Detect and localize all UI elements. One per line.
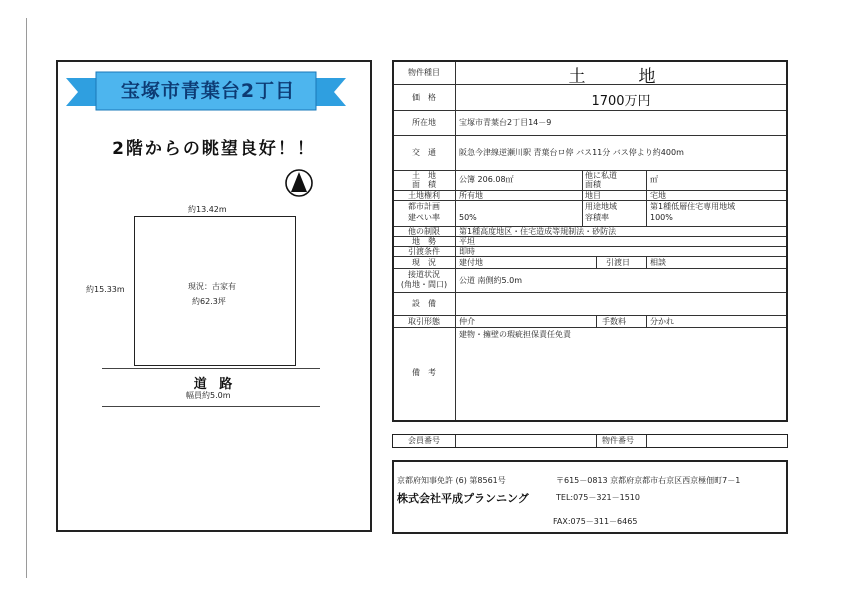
type-value: 土 地 [568, 67, 674, 87]
page-margin-rule [26, 18, 27, 578]
rights-label: 土地権利 [408, 191, 440, 200]
row-divider [394, 292, 786, 293]
current-state-note: 現況：古家有 [188, 282, 236, 291]
row-divider [394, 135, 786, 136]
transport-label: 交 通 [412, 148, 436, 157]
address-value: 宝塚市青葉台2丁目14－9 [459, 118, 552, 127]
road-edge-bottom [102, 406, 320, 407]
transaction-value: 仲介 [459, 317, 475, 326]
lot-depth-dimension: 約15.33m [86, 285, 125, 294]
road-access-value: 公道 南側約5.0m [459, 276, 523, 285]
license-text: 京都府知事免許 (6) 第8561号 [397, 476, 506, 485]
transaction-label: 取引形態 [408, 317, 440, 326]
address-label: 所在地 [412, 118, 436, 127]
reg-divider-1 [455, 435, 456, 447]
lot-width-dimension: 約13.42m [188, 205, 227, 214]
road-label: 道 路 [193, 377, 237, 392]
remarks-value: 建物・擁壁の瑕疵担保責任免責 [459, 330, 571, 339]
mid-column-divider-2 [646, 171, 647, 226]
status-label: 現 況 [412, 258, 436, 267]
company-tel: TEL:075－321－1510 [556, 493, 640, 502]
restrictions-label: 他の制限 [408, 227, 440, 236]
row-divider [394, 315, 786, 316]
terrain-value: 平坦 [459, 237, 475, 246]
property-no-label: 物件番号 [602, 436, 634, 445]
mid-column-divider-1 [582, 171, 583, 226]
zoning-value: 第1種低層住宅専用地域 [650, 202, 736, 211]
lot-area-note: 約62.3坪 [192, 297, 226, 306]
remarks-label: 備 考 [412, 368, 436, 377]
label-column-divider [455, 62, 456, 420]
delivery-date-value: 相談 [650, 258, 666, 267]
row-divider [394, 110, 786, 111]
city-plan-label: 都市計画 [408, 202, 440, 211]
transport-value: 阪急今津線逆瀬川駅 青葉台ロ停 バス11分 バス停より約400m [459, 148, 684, 157]
far-label: 容積率 [585, 213, 609, 222]
banner-title: 宝塚市青葉台2丁目 [120, 80, 296, 102]
facilities-label: 設 備 [412, 299, 436, 308]
row-divider [394, 268, 786, 269]
row-divider [394, 200, 786, 201]
company-name: 株式会社平成プランニング [397, 492, 529, 505]
land-area-label-1: 土 地 [412, 171, 436, 180]
private-road-value: ㎡ [650, 175, 658, 184]
transaction-divider-1 [596, 315, 597, 327]
private-road-label-1: 他に私道 [585, 171, 617, 180]
type-label: 物件種目 [408, 68, 440, 77]
row-divider [394, 256, 786, 257]
chimoku-label: 地目 [585, 191, 601, 200]
chimoku-value: 宅地 [650, 191, 666, 200]
delivery-date-label: 引渡日 [606, 258, 630, 267]
status-divider-1 [596, 256, 597, 268]
delivery-cond-label: 引渡条件 [408, 247, 440, 256]
row-divider [394, 327, 786, 328]
north-arrow-icon [284, 168, 314, 198]
status-divider-2 [646, 256, 647, 268]
company-address: 〒615－0813 京都府京都市右京区西京極佃町7－1 [556, 476, 741, 485]
rights-value: 所有地 [459, 191, 483, 200]
transaction-divider-2 [646, 315, 647, 327]
price-value: 1700万円 [591, 94, 651, 109]
far-value: 100% [650, 213, 673, 222]
coverage-label: 建ぺい率 [408, 213, 440, 222]
coverage-value: 50% [459, 213, 477, 222]
price-label: 価 格 [412, 93, 436, 102]
road-width-note: 幅員約5.0m [186, 391, 231, 400]
restrictions-value: 第1種高度地区・住宅造成等規制法・砂防法 [459, 227, 617, 236]
status-value: 建付地 [459, 258, 483, 267]
private-road-label-2: 面積 [585, 180, 601, 189]
commission-label: 手数料 [602, 317, 626, 326]
company-fax: FAX:075－311－6465 [553, 517, 638, 526]
road-access-label-1: 接道状況 [408, 270, 440, 279]
reg-divider-2 [596, 435, 597, 447]
land-area-label-2: 面 積 [412, 180, 436, 189]
commission-value: 分かれ [650, 317, 674, 326]
catch-copy: 2階からの眺望良好！！ [112, 139, 316, 159]
terrain-label: 地 勢 [412, 237, 436, 246]
land-area-value: 公簿 206.08㎡ [459, 175, 514, 184]
zoning-label: 用途地域 [585, 202, 617, 211]
member-no-label: 会員番号 [408, 436, 440, 445]
reg-divider-3 [646, 435, 647, 447]
delivery-cond-value: 即時 [459, 247, 475, 256]
road-edge-top [102, 368, 320, 369]
road-access-label-2: (角地・間口) [400, 280, 448, 289]
